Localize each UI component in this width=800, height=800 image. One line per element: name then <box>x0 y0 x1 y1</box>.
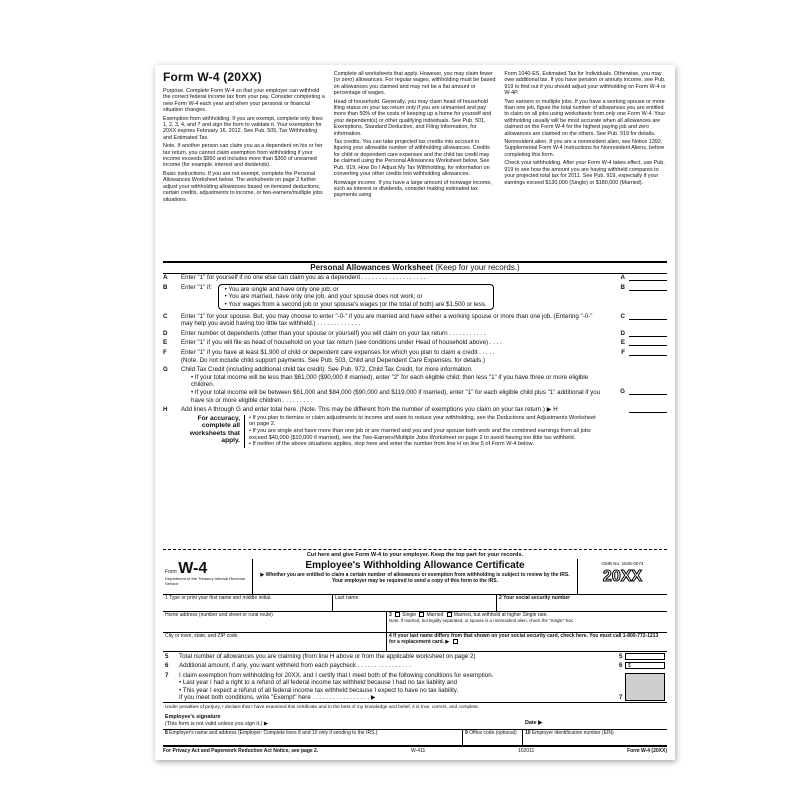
form-label: Form <box>165 569 177 575</box>
instruction-paragraph: Nonresident alien. If you are a nonresident alien, see Notice 1392, Supplemental Form W-4 Instructions for Nonresident Aliens, before completing this form. <box>504 139 665 158</box>
instruction-paragraph: Nonwage income. If you have a large amount of nonwage income, such as interest or dividends, consider making estimated tax payments using <box>333 179 492 199</box>
b-option: Your wages from a second job or your spouse's wages (or the total of both) are $1,500 or less. <box>228 300 487 308</box>
exempt-input[interactable] <box>625 673 665 701</box>
field-label: Last name <box>335 595 359 601</box>
instruction-paragraph: Tax credits. You can take projected tax credits into account in figuring your allowable number of withholding allowances. Credits for child or dependent care expenses and the child tax credit may be claimed using the Personal Allowances Worksheet below. See Pub. 919, How Do I Adjust My Tax Withholding, for information on converting your other credits into withholding allowances. <box>333 139 490 178</box>
first-name-field[interactable]: 1 Type or print your first name and middle initial. <box>163 595 333 611</box>
city-field[interactable] <box>163 633 387 651</box>
row-letter: E <box>163 339 168 347</box>
g-bullet-text: If your total income will be less than $61,000 ($90,000 if married), enter "2" for each eligible child; then less "1" if you have three or more eligible children. <box>191 373 589 389</box>
instruction-paragraph: Head of household. Generally, you may claim head of household filing status on your tax return only if you are unmarried and pay more than 50% of the costs of keeping up a home for yourself and your dependent(s) or other qualifying individuals. See Pub. 501, Exemptions, Standard Deduction, and Filing Information, for information. <box>333 98 492 137</box>
name-differs-checkbox[interactable] <box>453 639 458 644</box>
department: Department of the Treasury Internal Revenue Service <box>165 576 246 586</box>
status-label: Single <box>402 612 417 618</box>
row-right-letter: B <box>620 283 625 291</box>
certificate-title-block <box>253 559 577 594</box>
form-code: W-4 <box>178 560 208 577</box>
name-differs-field: 4 If your last name differs from that shown on your social security card, check here. You must call 1-800-772-1213 for a replacement card. ▶ <box>389 633 659 645</box>
line7-text: I claim exemption from withholding for 20XX, and I certify that I meet both of the following conditions for exemption. <box>179 671 494 679</box>
form-title: Form W-4 (20XX) <box>163 71 262 84</box>
b-option: You are single and have only one job; or <box>228 285 339 293</box>
worksheet-row-c <box>163 313 667 328</box>
employer-name-field[interactable]: 8 Employer's name and address (Employer: Complete lines 8 and 10 only if sending to the IRS.) <box>163 730 463 746</box>
sig-label: Employee's signature <box>165 714 221 721</box>
h-instructions <box>181 415 603 448</box>
row-right-letter: F <box>621 348 625 356</box>
date-field[interactable] <box>525 714 665 727</box>
row-right-letter: A <box>620 274 625 281</box>
status-label: Married <box>426 612 444 618</box>
form-footer <box>163 745 667 754</box>
w4-form-page <box>155 65 675 760</box>
line7-bullet: This year I expect a refund of all federal income tax withheld because I expect to have no tax liability. <box>182 686 459 694</box>
allowances-input[interactable] <box>625 653 665 660</box>
instruction-paragraph: Purpose. Complete Form W-4 so that your employer can withhold the correct federal income tax from your pay. Consider completing a new Form W-4 each year and when your personal or financial situation changes. <box>163 88 325 114</box>
worksheet-title-note: (Keep for your records.) <box>435 263 520 272</box>
certificate-title: Employee's Withholding Allowance Certificate <box>305 560 525 571</box>
worksheet-row-b <box>163 284 667 310</box>
worksheet-row-d <box>163 330 667 338</box>
footer-form-id: Form W-4 (20XX) <box>627 748 667 754</box>
instructions-column-3 <box>504 71 667 261</box>
row-text: Enter number of dependents (other than your spouse or yourself) you will claim on your tax return . . . . . . . . . . . <box>181 329 486 337</box>
instruction-paragraph: Complete all worksheets that apply. However, you may claim fewer (or zero) allowances. For regular wages, withholding must be based on allowances you claimed and may not be a flat amount or percentage of wages. <box>333 71 496 97</box>
row-text: Enter "1" if: <box>181 283 212 291</box>
instruction-paragraph: Form 1040-ES, Estimated Tax for Individuals. Otherwise, you may owe additional tax. If you have pension or annuity income, see Pub. 919 to find out if you should adjust your withholding on Form W-4 or W-4P. <box>504 71 666 97</box>
instructions-column-1 <box>163 71 326 261</box>
row-letter: G <box>163 366 168 374</box>
form-year: 20XX <box>602 568 643 585</box>
city-row <box>163 633 667 652</box>
footer-code: W-411 <box>410 748 426 754</box>
lines-text-block <box>163 652 667 702</box>
instruction-paragraph: Basic instructions. If you are not exempt, complete the Personal Allowances Worksheet below. The worksheets on page 2 further adjust your withholding allowances based on itemized deductions, certain credits, adjustments to income, or two-earners/multiple jobs situations. <box>163 170 323 203</box>
instruction-paragraph: Note. If another person can claim you as a dependent on his or her tax return, you cannot claim exemption from withholding if your income exceeds $950 and includes more than $300 of unearned income (for example, interest and dividends). <box>163 143 323 169</box>
worksheet-title-text: Personal Allowances Worksheet <box>310 263 433 272</box>
date-label: Date ▶ <box>525 720 543 727</box>
g-bullet: • If your total income will be less than $61,000 ($90,000 if married), enter "2" for each eligible child; then less "1" if you have three or more eligible children. <box>191 373 589 389</box>
h-bullet-text: If you are single and have more than one job or are married and you and your spouse both work and the combined earnings from all jobs exceed $40,000 ($10,000 if married), see the Two-Earners/Multiple Jobs Worksheet on page 2 to avoid having too little tax withheld. <box>249 427 591 441</box>
entry-line-b[interactable] <box>629 290 667 291</box>
worksheet-title <box>163 261 667 274</box>
f-note: (Note. Do not include child support payments. See Pub. 503, Child and Dependent Care Expenses, for details.) <box>181 356 486 364</box>
instruction-paragraph: Check your withholding. After your Form W-4 takes effect, use Pub. 919 to see how the amount you are having withheld compares to your projected total tax for 2011. See Pub. 919, especially if your earnings exceed $130,000 (Single) or $180,000 (Married). <box>504 160 665 186</box>
footer-code: 102011 <box>518 748 535 754</box>
row-letter: D <box>163 329 168 337</box>
row-text: Add lines A through G and enter total here. (Note. This may be different from the number of exemptions you claim on your tax return.) ▶ H <box>181 406 558 414</box>
married-checkbox[interactable] <box>419 612 424 617</box>
field-label: Home address (number and street or rural route) <box>165 612 273 618</box>
worksheet-row-f <box>163 349 667 364</box>
line-6: 6 Additional amount, if any, you want withheld from each paycheck . . . . . . . . . . . . . . . . 6 $ <box>163 661 667 670</box>
instruction-paragraph: Exemption from withholding. If you are exempt, complete only lines 1, 2, 3, 4, and 7 and sign the form to validate it. Your exemption for 20XX expires February 16, 2012. See Pub. 505, Tax Withholding and Estimated Tax. <box>163 115 323 141</box>
h-lead: For accuracy, complete all worksheets that apply. <box>181 415 245 448</box>
line-5: 5 Total number of allowances you are claiming (from line H above or from the applicable worksheet on page 2) 5 <box>163 652 667 661</box>
row-letter: B <box>163 283 168 291</box>
address-row <box>163 612 667 633</box>
cut-line: Cut here and give Form W-4 to your employer. Keep the top part for your records. <box>163 549 667 558</box>
field-label: Type or print your first name and middle initial. <box>169 595 272 601</box>
line7-bullet: Last year I had a right to a refund of all federal income tax withheld because I had no tax liability and <box>182 679 458 687</box>
entry-line-c[interactable] <box>629 319 667 320</box>
row-text: Enter "1" for your spouse. But, you may choose to enter "-0-" if you are married and have either a working spouse or more than one job. (Entering "-0-" may help you avoid having too little tax withheld.) . . . . . . . . . . . . . <box>181 312 593 328</box>
signature-row <box>163 712 667 730</box>
additional-amount-input[interactable]: $ <box>625 662 665 669</box>
field-label: Office code (optional) <box>469 730 517 737</box>
entry-line-a[interactable] <box>629 280 667 281</box>
row-letter: F <box>163 348 167 356</box>
name-row <box>163 595 667 612</box>
form-id-block <box>163 559 253 594</box>
field-label: Employer's name and address (Employer: Complete lines 8 and 10 only if sending to the IRS.) <box>169 730 378 737</box>
field-label: Your social security number <box>503 595 571 601</box>
perjury-statement: Under penalties of perjury, I declare that I have examined this certificate and to the best of my knowledge and belief, it is true, correct, and complete. <box>163 702 667 712</box>
home-address-field[interactable] <box>163 612 387 632</box>
sig-note: (This form is not valid unless you sign it.) ▶ <box>165 720 269 727</box>
g-bullet: • If your total income will be between $61,000 and $84,000 ($90,000 and $119,000 if married), enter "1" for each eligible child plus "1" additional if you have six or more eligible children . . . . . . . . . <box>191 388 601 404</box>
line-7: 7 I claim exemption from withholding for 20XX, and I certify that I meet both of the following conditions for exemption. • Last year I had a right to a refund of all federal income tax withheld because I had no tax liability and • This year I expect a refund of all federal income tax withheld because I expect to have no tax liability. If you meet both conditions, write "Exempt" here . . . . . . . . . . . . . . . . . ▶ 7 <box>163 671 667 703</box>
field-label: City or town, state, and ZIP code <box>165 633 238 639</box>
row-right-letter: G <box>620 388 625 396</box>
entry-line-d[interactable] <box>629 336 667 337</box>
worksheet-row-e <box>163 339 667 347</box>
married-higher-checkbox[interactable] <box>447 612 452 617</box>
ssn-field[interactable]: 2 Your social security number <box>499 595 571 601</box>
b-options-box: • You are single and have only one job; or • You are married, have only one job, and your spouse does not work; or • Your wages from a second job or your spouse's wages (or the total of both) are $1,500 or less. <box>218 284 494 311</box>
row-letter: C <box>163 312 168 320</box>
worksheet-row-g <box>163 366 667 404</box>
instruction-paragraph: Two earners or multiple jobs. If you have a working spouse or more than one job, figure the total number of allowances you are entitled to claim on all jobs using worksheets from only one Form W-4. Your withholding usually will be most accurate when all allowances are claimed on the Form W-4 for the highest paying job and zero allowances are claimed on the others. See Pub. 919 for details. <box>504 98 666 137</box>
withholding-certificate <box>163 559 667 754</box>
single-checkbox[interactable] <box>395 612 400 617</box>
omb-number: OMB No. 1545-0074 <box>601 561 644 566</box>
h-bullet: • If neither of the above situations applies, stop here and enter the number from line H on line 5 of Form W-4 below. <box>249 441 534 448</box>
row-letter: H <box>163 406 168 414</box>
omb-block <box>577 559 667 594</box>
last-name-field[interactable] <box>333 595 497 611</box>
status-note: Note. If married, but legally separated, or spouse is a nonresident alien, check the "Single" box. <box>389 618 574 623</box>
h-bullet: • If you are single and have more than one job or are married and you and your spouse both work and the combined earnings from all jobs exceed $40,000 ($10,000 if married), see the Two-Earners/Multiple Jobs Worksheet on page 2 to avoid having too little tax withheld. <box>249 427 591 441</box>
h-bullet-text: If you plan to itemize or claim adjustments to income and want to reduce your withholding, see the Deductions and Adjustments Worksheet on page 2. <box>249 414 596 428</box>
h-bullet-text: If neither of the above situations applies, stop here and enter the number from line H on line 5 of Form W-4 below. <box>252 441 534 448</box>
line4-text: If your last name differs from that shown on your social security card, check here. You must call 1-800-772-1213 for a replacement card. ▶ <box>389 633 659 645</box>
row-text: Child Tax Credit (including additional child tax credit). See Pub. 972, Child Tax Credit, for more information. <box>181 366 473 374</box>
certificate-header <box>163 559 667 595</box>
g-bullet-text: If your total income will be between $61,000 and $84,000 ($90,000 and $119,000 if married), enter "1" for each eligible child plus "1" additional if you have six or more eligible children . . . . . . . . . <box>191 388 601 404</box>
row-right-letter: C <box>620 312 625 320</box>
b-option: You are married, have only one job, and your spouse does not work; or <box>228 293 423 301</box>
field-label: Employer identification number (EIN) <box>531 730 614 737</box>
entry-line-h[interactable] <box>629 412 667 413</box>
ein-field[interactable]: 10 Employer identification number (EIN) <box>525 730 614 737</box>
instructions-section <box>163 71 667 261</box>
entry-line-e[interactable] <box>629 345 667 346</box>
line5-text: Total number of allowances you are claiming (from line H above or from the applicable worksheet on page 2) <box>179 653 476 660</box>
lines-5-7 <box>163 652 667 702</box>
signature-field[interactable] <box>165 714 525 727</box>
line7-exempt-prompt: If you meet both conditions, write "Exempt" here . . . . . . . . . . . . . . . . . ▶ <box>179 694 376 702</box>
line6-text: Additional amount, if any, you want withheld from each paycheck . . . . . . . . . . . . . . . . <box>179 662 412 670</box>
h-bullets <box>245 415 603 448</box>
row-text: Enter "1" for yourself if no one else can claim you as a dependent . . . . . . . . . . . . . . . . . . . <box>181 274 426 281</box>
entry-line-f[interactable] <box>629 355 667 356</box>
worksheet-row-a <box>163 274 667 282</box>
status-label: Married, but withhold at higher Single rate. <box>453 612 548 618</box>
row-text: Enter "1" if you have at least $1,900 of child or dependent care expenses for which you plan to claim a credit . . . . . <box>181 348 495 356</box>
filing-status-field: 3 Single Married Married, but withhold at higher Single rate. Note. If married, but legally separated, or spouse is a nonresident alien, check the "Single" box. <box>389 612 574 623</box>
h-bullet: • If you plan to itemize or claim adjustments to income and want to reduce your withholding, see the Deductions and Adjustments Worksheet on page 2. <box>249 414 596 428</box>
row-letter: A <box>163 274 168 281</box>
row-text: Enter "1" if you will file as head of household on your tax return (see conditions under Head of household above) . . . . <box>181 339 502 347</box>
row-right-letter: E <box>620 339 625 347</box>
office-code-field[interactable]: 9 Office code (optional) <box>463 730 523 746</box>
footer-privacy-notice: For Privacy Act and Paperwork Reduction Act Notice, see page 2. <box>163 748 319 754</box>
personal-allowances-worksheet <box>163 274 667 448</box>
entry-line-g[interactable] <box>629 394 667 395</box>
instructions-column-2 <box>334 71 497 261</box>
worksheet-row-h <box>163 406 667 448</box>
row-right-letter: D <box>620 329 625 337</box>
certificate-subtitle: ▶ Whether you are entitled to claim a certain number of allowances or exemption from withholding is subject to review by the IRS. Your employer may be required to send a copy of this form to the IRS. <box>260 572 570 584</box>
